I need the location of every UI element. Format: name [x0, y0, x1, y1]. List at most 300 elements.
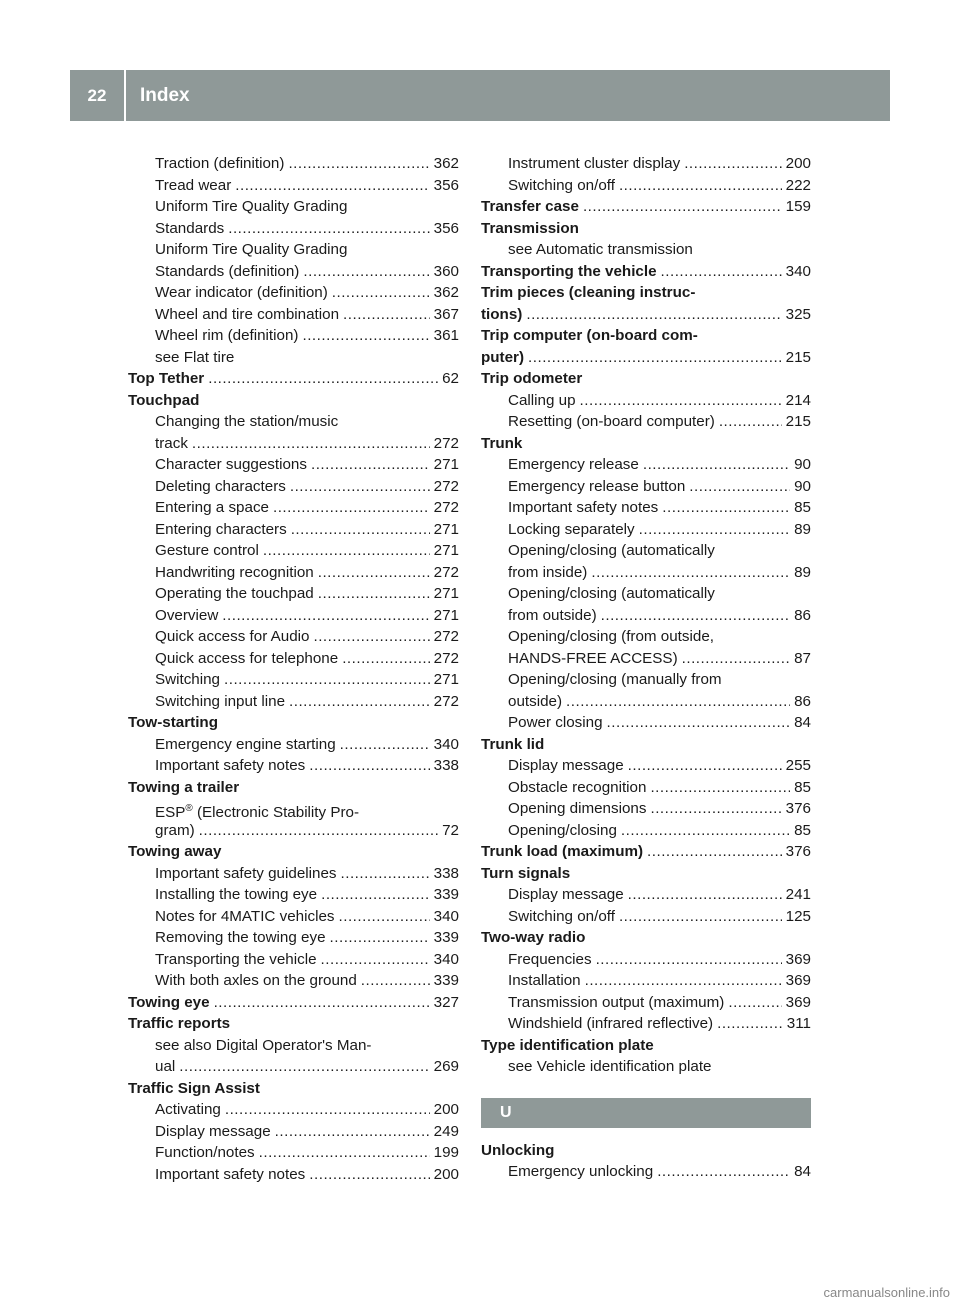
page-reference: 339	[433, 972, 459, 989]
entry-text: Important safety notes	[155, 1165, 306, 1183]
dot-leader	[341, 863, 430, 885]
index-subentry	[128, 325, 459, 347]
entry-text: Type identification plate	[481, 1036, 654, 1054]
page-reference: 356	[433, 176, 459, 194]
page-reference: 272	[433, 692, 459, 710]
watermark: carmanualsonline.info	[823, 1285, 950, 1300]
page-reference: 72	[442, 821, 459, 839]
index-subentry	[481, 777, 811, 799]
page-reference: 215	[785, 348, 811, 366]
index-heading	[481, 282, 811, 304]
index-subentry	[128, 798, 459, 820]
index-subentry	[481, 390, 811, 412]
entry-text: Frequencies	[508, 950, 592, 968]
index-subentry	[128, 519, 459, 541]
index-column-right	[481, 153, 811, 1183]
index-subentry	[128, 261, 459, 283]
dot-leader	[313, 626, 429, 648]
entry-text: Switching	[155, 671, 220, 688]
entry-text: Function/notes	[155, 1144, 255, 1161]
page-reference: 376	[785, 800, 811, 817]
dot-leader	[728, 992, 781, 1014]
page-reference: 89	[794, 563, 811, 581]
index-subentry	[128, 755, 459, 777]
index-subentry	[481, 906, 811, 928]
index-subentry	[481, 411, 811, 433]
entry-text: Switching on/off	[508, 907, 615, 925]
index-heading	[481, 1035, 811, 1057]
index-subentry	[481, 583, 811, 605]
page-reference: 339	[433, 886, 459, 903]
page-reference: 340	[433, 907, 459, 925]
dot-leader	[318, 583, 430, 605]
dot-leader	[311, 454, 430, 476]
index-subentry	[128, 884, 459, 906]
index-heading	[128, 841, 459, 863]
dot-leader	[657, 1161, 790, 1183]
entry-text: Opening/closing (from outside,	[508, 628, 714, 645]
entry-text: see Automatic transmission	[508, 241, 693, 258]
entry-text: Wear indicator (definition)	[155, 284, 328, 301]
entry-text: Important safety notes	[155, 757, 306, 774]
entry-text: outside)	[508, 692, 563, 710]
page-reference: 271	[433, 671, 459, 688]
entry-text: Tread wear	[155, 176, 232, 194]
index-subentry	[481, 1056, 811, 1078]
dot-leader	[340, 734, 430, 756]
index-subentry	[481, 648, 811, 670]
dot-leader	[330, 927, 430, 949]
entry-text: Quick access for Audio	[155, 628, 310, 645]
page-reference: 338	[433, 757, 459, 774]
index-subentry	[128, 1099, 459, 1121]
entry-text: puter)	[481, 348, 525, 366]
dot-leader	[643, 454, 790, 476]
dot-leader	[321, 884, 430, 906]
index-subentry	[128, 820, 459, 842]
entry-text: Calling up	[508, 391, 576, 409]
index-subentry	[128, 927, 459, 949]
dot-leader	[661, 261, 782, 283]
index-subentry	[481, 798, 811, 820]
entry-text: Towing away	[128, 843, 222, 860]
entry-text: With both axles on the ground	[155, 972, 357, 989]
index-subentry	[128, 175, 459, 197]
entry-text: Instrument cluster display	[508, 155, 681, 172]
index-subentry	[481, 992, 811, 1014]
index-subentry	[128, 734, 459, 756]
index-subentry	[481, 1161, 811, 1183]
entry-text: see Flat tire	[155, 348, 235, 366]
page-reference: 84	[794, 714, 811, 731]
entry-text: Turn signals	[481, 864, 571, 882]
index-entries-u	[481, 1140, 811, 1183]
index-subentry	[128, 282, 459, 304]
entry-text: Trip computer (on-board com-	[481, 327, 698, 344]
index-subentry	[128, 540, 459, 562]
index-subentry	[481, 239, 811, 261]
index-subentry	[481, 519, 811, 541]
dot-leader	[179, 1056, 429, 1078]
entry-text: Windshield (infrared reflective)	[508, 1015, 714, 1032]
dot-leader	[580, 390, 782, 412]
entry-text: Emergency unlocking	[508, 1163, 654, 1180]
dot-leader	[650, 798, 781, 820]
entry-text: Activating	[155, 1101, 221, 1118]
index-subentry	[481, 884, 811, 906]
entry-text: ESP® (Electronic Stability Pro-	[155, 803, 360, 822]
dot-leader	[717, 1013, 783, 1035]
index-heading	[128, 1013, 459, 1035]
page-reference: 199	[433, 1144, 459, 1161]
dot-leader	[583, 196, 782, 218]
dot-leader	[321, 949, 430, 971]
index-heading	[128, 712, 459, 734]
dot-leader	[647, 841, 782, 863]
page-reference: 62	[442, 370, 459, 387]
index-subentry	[128, 454, 459, 476]
dot-leader	[619, 175, 782, 197]
entry-text: Emergency engine starting	[155, 735, 336, 753]
page-reference: 325	[785, 305, 811, 323]
entry-text: Operating the touchpad	[155, 585, 314, 602]
page-reference: 85	[794, 778, 811, 796]
page-reference: 159	[785, 198, 811, 215]
entry-text: Installing the towing eye	[155, 886, 318, 903]
entry-text: Transmission output (maximum)	[508, 993, 725, 1011]
dot-leader	[650, 777, 790, 799]
entry-text: Transmission	[481, 219, 579, 237]
dot-leader	[303, 261, 429, 283]
page-reference: 125	[785, 907, 811, 925]
index-subentry	[128, 669, 459, 691]
entry-text: Notes for 4MATIC vehicles	[155, 907, 335, 925]
index-subentry	[128, 970, 459, 992]
page-reference: 255	[785, 757, 811, 774]
dot-leader	[591, 562, 790, 584]
index-subentry	[128, 626, 459, 648]
dot-leader	[199, 820, 438, 842]
index-subentry	[128, 1056, 459, 1078]
entry-text: Unlocking	[481, 1141, 555, 1159]
index-subentry	[128, 153, 459, 175]
dot-leader	[224, 669, 430, 691]
entry-text: ual	[155, 1058, 176, 1075]
dot-leader	[361, 970, 430, 992]
index-subentry	[128, 648, 459, 670]
entry-text: Opening/closing (automatically	[508, 585, 715, 602]
index-heading	[128, 777, 459, 799]
dot-leader	[628, 884, 782, 906]
dot-leader	[222, 605, 429, 627]
section-title: Index	[140, 84, 190, 106]
entry-text: Changing the station/music	[155, 413, 339, 430]
page-reference: 376	[785, 843, 811, 860]
entry-text: Towing a trailer	[128, 778, 240, 796]
page-reference: 200	[433, 1165, 459, 1183]
dot-leader	[291, 519, 430, 541]
entry-text: Switching input line	[155, 692, 286, 710]
dot-leader	[719, 411, 782, 433]
letter-section-header: U	[481, 1098, 811, 1128]
page-reference: 249	[433, 1122, 459, 1140]
dot-leader	[619, 906, 782, 928]
index-subentry	[481, 605, 811, 627]
dot-leader	[309, 755, 429, 777]
index-heading	[481, 368, 811, 390]
page-reference: 362	[433, 155, 459, 172]
index-subentry	[128, 1142, 459, 1164]
entry-text: Opening/closing (automatically	[508, 542, 715, 559]
dot-leader	[339, 906, 430, 928]
dot-leader	[662, 497, 790, 519]
page-reference: 87	[794, 649, 811, 667]
dot-leader	[343, 304, 430, 326]
index-subentry	[128, 906, 459, 928]
entry-text: Gesture control	[155, 542, 259, 559]
page-reference: 200	[433, 1101, 459, 1118]
dot-leader	[275, 1121, 430, 1143]
entry-text: Touchpad	[128, 391, 200, 409]
page-reference: 340	[433, 950, 459, 968]
page-reference: 271	[433, 606, 459, 624]
entry-text: Display message	[508, 757, 624, 774]
index-subentry	[128, 196, 459, 218]
dot-leader	[214, 992, 430, 1014]
index-subentry	[128, 433, 459, 455]
dot-leader	[585, 970, 782, 992]
index-heading	[128, 368, 459, 390]
page-reference: 340	[433, 735, 459, 753]
entry-text: HANDS-FREE ACCESS)	[508, 649, 678, 667]
entry-text: Opening/closing (manually from	[508, 671, 722, 688]
entry-text: Important safety notes	[508, 499, 659, 516]
entry-text: Wheel and tire combination	[155, 305, 340, 323]
entry-text: Character suggestions	[155, 456, 307, 473]
page-reference: 86	[794, 692, 811, 710]
index-subentry	[481, 476, 811, 498]
page-reference: 272	[433, 434, 459, 452]
index-subentry	[128, 1164, 459, 1186]
index-subentry	[128, 497, 459, 519]
entry-text: Wheel rim (definition)	[155, 327, 299, 344]
page-reference: 272	[433, 563, 459, 581]
page-reference: 311	[786, 1015, 811, 1032]
entry-text: gram)	[155, 821, 195, 839]
dot-leader	[628, 755, 782, 777]
entry-text: Emergency release	[508, 456, 639, 473]
page-reference: 241	[785, 886, 811, 903]
page-reference: 86	[794, 606, 811, 624]
index-heading	[481, 347, 811, 369]
entry-text: Trunk lid	[481, 735, 545, 753]
index-subentry	[481, 949, 811, 971]
entry-text: Obstacle recognition	[508, 778, 647, 796]
entry-text: from outside)	[508, 606, 597, 624]
dot-leader	[526, 304, 781, 326]
dot-leader	[228, 218, 429, 240]
dot-leader	[596, 949, 782, 971]
dot-leader	[601, 605, 790, 627]
page-reference: 272	[433, 477, 459, 495]
dot-leader	[235, 175, 429, 197]
index-subentry	[481, 175, 811, 197]
index-heading	[481, 433, 811, 455]
index-subentry	[128, 304, 459, 326]
dot-leader	[689, 476, 790, 498]
page-reference: 271	[433, 520, 459, 538]
entry-text: Quick access for telephone	[155, 649, 339, 667]
index-subentry	[481, 497, 811, 519]
index-subentry	[481, 540, 811, 562]
page-reference: 271	[433, 585, 459, 602]
entry-text: Tow-starting	[128, 714, 218, 731]
index-subentry	[481, 691, 811, 713]
entry-text: tions)	[481, 305, 523, 323]
dot-leader	[682, 648, 790, 670]
index-heading	[481, 863, 811, 885]
dot-leader	[684, 153, 781, 175]
entry-text: see Vehicle identification plate	[508, 1058, 712, 1075]
dot-leader	[607, 712, 791, 734]
page-reference: 89	[794, 520, 811, 538]
index-heading	[481, 304, 811, 326]
dot-leader	[225, 1099, 430, 1121]
entry-text: Removing the towing eye	[155, 929, 326, 946]
page-reference: 214	[785, 391, 811, 409]
page-reference: 271	[433, 456, 459, 473]
page-reference: 215	[785, 413, 811, 430]
index-heading	[481, 841, 811, 863]
entry-text: Traction (definition)	[155, 155, 285, 172]
index-subentry	[128, 605, 459, 627]
entry-text: Trunk	[481, 434, 523, 452]
entry-text: Standards (definition)	[155, 262, 300, 280]
page-reference: 360	[433, 262, 459, 280]
index-subentry	[128, 476, 459, 498]
page-reference: 85	[794, 821, 811, 839]
entry-text: track	[155, 434, 188, 452]
dot-leader	[332, 282, 430, 304]
page-header	[70, 70, 890, 121]
entry-text: see also Digital Operator's Man-	[155, 1036, 372, 1054]
page-reference: 340	[785, 262, 811, 280]
page-reference: 271	[433, 542, 459, 559]
entry-text: Two-way radio	[481, 929, 586, 946]
entry-text: Towing eye	[128, 993, 210, 1011]
dot-leader	[290, 476, 430, 498]
dot-leader	[273, 497, 430, 519]
entry-text: Installation	[508, 972, 581, 989]
entry-text: Traffic Sign Assist	[128, 1079, 260, 1097]
index-subentry	[128, 562, 459, 584]
page-reference: 85	[794, 499, 811, 516]
page-reference: 356	[433, 219, 459, 237]
index-heading	[481, 218, 811, 240]
page-reference: 369	[785, 950, 811, 968]
entry-text: Resetting (on-board computer)	[508, 413, 715, 430]
index-entries-right	[481, 153, 811, 1078]
dot-leader	[621, 820, 790, 842]
index-subentry	[128, 1121, 459, 1143]
dot-leader	[639, 519, 790, 541]
page-reference: 90	[794, 477, 811, 495]
entry-text: Uniform Tire Quality Grading	[155, 241, 348, 258]
page-reference: 338	[433, 864, 459, 882]
index-heading	[481, 927, 811, 949]
page-reference: 272	[433, 499, 459, 516]
page-reference: 84	[794, 1163, 811, 1180]
index-subentry	[481, 755, 811, 777]
entry-text: Deleting characters	[155, 477, 286, 495]
entry-text: Power closing	[508, 714, 603, 731]
index-subentry	[481, 712, 811, 734]
entry-text: Standards	[155, 219, 225, 237]
page-reference: 272	[433, 628, 459, 645]
index-subentry	[128, 863, 459, 885]
entry-text: Transporting the vehicle	[481, 262, 657, 280]
entry-text: Opening dimensions	[508, 800, 647, 817]
index-heading	[481, 325, 811, 347]
index-subentry	[128, 239, 459, 261]
page-reference: 200	[785, 155, 811, 172]
entry-text: Entering characters	[155, 520, 287, 538]
page-reference: 361	[433, 327, 459, 344]
index-heading	[481, 261, 811, 283]
dot-leader	[318, 562, 430, 584]
entry-text: Top Tether	[128, 370, 205, 387]
index-subentry	[481, 562, 811, 584]
index-subentry	[128, 949, 459, 971]
entry-text: Handwriting recognition	[155, 563, 314, 581]
page-reference: 272	[433, 649, 459, 667]
entry-text: Transporting the vehicle	[155, 950, 317, 968]
index-subentry	[128, 347, 459, 369]
index-subentry	[481, 454, 811, 476]
page-reference: 90	[794, 456, 811, 473]
entry-text: Overview	[155, 606, 219, 624]
index-column-left	[128, 153, 459, 1185]
index-subentry	[481, 970, 811, 992]
entry-text: Display message	[508, 886, 624, 903]
entry-text: Opening/closing	[508, 821, 617, 839]
page-reference: 369	[785, 993, 811, 1011]
index-heading	[128, 992, 459, 1014]
dot-leader	[342, 648, 429, 670]
entry-text: Trip odometer	[481, 370, 583, 387]
entry-text: Display message	[155, 1122, 271, 1140]
page-reference: 222	[785, 176, 811, 194]
index-subentry	[481, 1013, 811, 1035]
dot-leader	[192, 433, 430, 455]
page-reference: 269	[433, 1058, 459, 1075]
page-number: 22	[70, 70, 126, 121]
index-heading	[128, 390, 459, 412]
page-reference: 339	[433, 929, 459, 946]
index-heading	[481, 1140, 811, 1162]
index-subentry	[128, 1035, 459, 1057]
index-subentry	[481, 626, 811, 648]
entry-text: Locking separately	[508, 520, 635, 538]
entry-text: Emergency release button	[508, 477, 686, 495]
page-reference: 367	[433, 305, 459, 323]
index-heading	[481, 196, 811, 218]
dot-leader	[263, 540, 430, 562]
entry-text: Switching on/off	[508, 176, 615, 194]
index-subentry	[128, 583, 459, 605]
entry-text: Important safety guidelines	[155, 864, 337, 882]
index-subentry	[128, 218, 459, 240]
